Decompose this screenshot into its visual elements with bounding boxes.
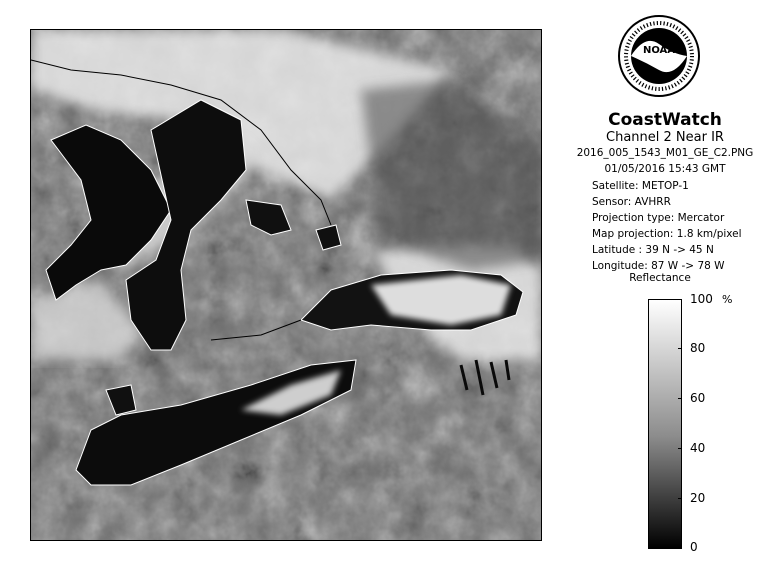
colorbar-label-60: 60 bbox=[690, 391, 706, 405]
colorbar-label-0: 0 bbox=[690, 540, 698, 554]
noaa-logo bbox=[617, 14, 701, 98]
colorbar-label-100: 100 bbox=[690, 292, 713, 306]
noaa-emblem bbox=[617, 14, 701, 98]
date-time: 01/05/2016 15:43 GMT bbox=[604, 163, 726, 175]
colorbar-tick bbox=[678, 498, 682, 499]
colorbar-tick bbox=[678, 547, 682, 548]
logo-text: NOAA bbox=[642, 45, 676, 56]
colorbar-tick bbox=[678, 299, 682, 300]
meta-map-projection: Map projection: 1.8 km/pixel bbox=[592, 228, 742, 240]
meta-projection-type: Projection type: Mercator bbox=[592, 212, 725, 224]
reflectance-colorbar bbox=[648, 299, 682, 549]
satellite-image bbox=[30, 29, 542, 541]
colorbar-unit: % bbox=[722, 293, 733, 306]
colorbar-label-80: 80 bbox=[690, 341, 706, 355]
product-title: CoastWatch bbox=[608, 110, 722, 130]
colorbar-label-20: 20 bbox=[690, 491, 706, 505]
channel-label: Channel 2 Near IR bbox=[606, 130, 724, 145]
meta-longitude: Longitude: 87 W -> 78 W bbox=[592, 260, 725, 272]
colorbar-label-40: 40 bbox=[690, 441, 706, 455]
meta-latitude: Latitude : 39 N -> 45 N bbox=[592, 244, 714, 256]
meta-satellite: Satellite: METOP-1 bbox=[592, 180, 689, 192]
meta-sensor: Sensor: AVHRR bbox=[592, 196, 671, 208]
satellite-map-svg bbox=[31, 30, 542, 541]
colorbar-tick bbox=[678, 348, 682, 349]
file-name: 2016_005_1543_M01_GE_C2.PNG bbox=[576, 147, 754, 159]
colorbar-title: Reflectance bbox=[629, 272, 691, 284]
colorbar-tick bbox=[678, 448, 682, 449]
colorbar-tick bbox=[678, 398, 682, 399]
